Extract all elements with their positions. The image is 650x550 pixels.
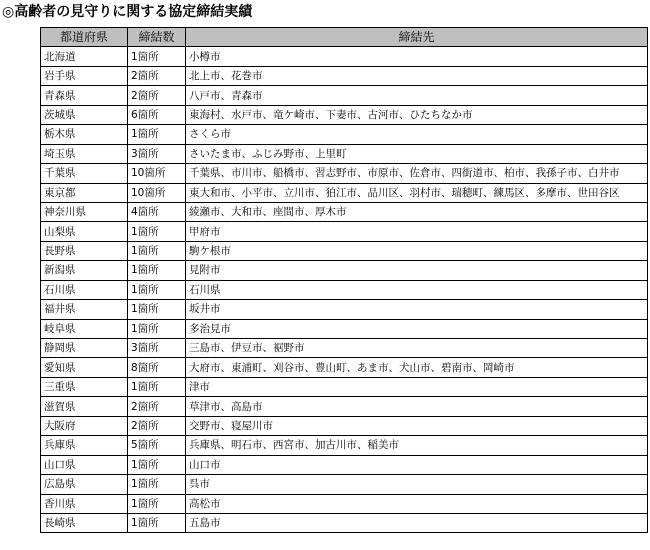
table-row xyxy=(41,475,648,494)
cell-partners: 綾瀬市、大和市、座間市、厚木市 xyxy=(186,202,648,221)
cell-prefecture: 東京都 xyxy=(41,183,128,202)
table-row xyxy=(41,300,648,319)
cell-partners: 兵庫県、明石市、西宮市、加古川市、稲美市 xyxy=(186,436,648,455)
cell-count: 2箇所 xyxy=(128,397,186,416)
cell-partners: 見附市 xyxy=(186,261,648,280)
cell-count: 2箇所 xyxy=(128,86,186,105)
cell-prefecture: 山梨県 xyxy=(41,222,128,241)
cell-count: 1箇所 xyxy=(128,300,186,319)
cell-partners: 五島市 xyxy=(186,513,648,532)
cell-count: 1箇所 xyxy=(128,280,186,299)
cell-partners: 津市 xyxy=(186,377,648,396)
cell-prefecture: 石川県 xyxy=(41,280,128,299)
cell-prefecture: 三重県 xyxy=(41,377,128,396)
cell-prefecture: 北海道 xyxy=(41,47,128,66)
cell-prefecture: 長野県 xyxy=(41,241,128,260)
table-row xyxy=(41,455,648,474)
cell-count: 6箇所 xyxy=(128,105,186,124)
cell-count: 1箇所 xyxy=(128,241,186,260)
cell-prefecture: 千葉県 xyxy=(41,164,128,183)
cell-prefecture: 茨城県 xyxy=(41,105,128,124)
table-row xyxy=(41,280,648,299)
cell-prefecture: 岐阜県 xyxy=(41,319,128,338)
cell-prefecture: 山口県 xyxy=(41,455,128,474)
cell-prefecture: 愛知県 xyxy=(41,358,128,377)
cell-prefecture: 神奈川県 xyxy=(41,202,128,221)
table-row xyxy=(41,397,648,416)
table-row xyxy=(41,47,648,66)
table-row xyxy=(41,144,648,163)
cell-partners: 甲府市 xyxy=(186,222,648,241)
cell-count: 4箇所 xyxy=(128,202,186,221)
table-row xyxy=(41,241,648,260)
table-row xyxy=(41,319,648,338)
cell-partners: 八戸市、青森市 xyxy=(186,86,648,105)
cell-count: 2箇所 xyxy=(128,416,186,435)
table-row xyxy=(41,222,648,241)
cell-partners: 交野市、寝屋川市 xyxy=(186,416,648,435)
header-prefecture: 都道府県 xyxy=(41,28,128,47)
cell-count: 1箇所 xyxy=(128,125,186,144)
cell-partners: さくら市 xyxy=(186,125,648,144)
cell-partners: 草津市、高島市 xyxy=(186,397,648,416)
cell-count: 3箇所 xyxy=(128,339,186,358)
table-row xyxy=(41,494,648,513)
cell-prefecture: 兵庫県 xyxy=(41,436,128,455)
cell-prefecture: 長崎県 xyxy=(41,513,128,532)
cell-count: 1箇所 xyxy=(128,513,186,532)
cell-partners: 千葉県、市川市、船橋市、習志野市、市原市、佐倉市、四街道市、柏市、我孫子市、白井市 xyxy=(186,164,648,183)
cell-prefecture: 大阪府 xyxy=(41,416,128,435)
table-row xyxy=(41,416,648,435)
cell-partners: 東大和市、小平市、立川市、狛江市、品川区、羽村市、瑞穂町、練馬区、多摩市、世田谷区 xyxy=(186,183,648,202)
cell-partners: 小樽市 xyxy=(186,47,648,66)
header-count: 締結数 xyxy=(128,28,186,47)
cell-count: 1箇所 xyxy=(128,377,186,396)
cell-partners: 北上市、花巻市 xyxy=(186,66,648,85)
cell-count: 1箇所 xyxy=(128,222,186,241)
table-row xyxy=(41,436,648,455)
cell-prefecture: 香川県 xyxy=(41,494,128,513)
cell-partners: 山口市 xyxy=(186,455,648,474)
table-row xyxy=(41,513,648,532)
table-row xyxy=(41,261,648,280)
cell-count: 1箇所 xyxy=(128,494,186,513)
table-row xyxy=(41,164,648,183)
cell-partners: 大府市、東浦町、刈谷市、豊山町、あま市、犬山市、碧南市、岡崎市 xyxy=(186,358,648,377)
table-row xyxy=(41,339,648,358)
table-row xyxy=(41,66,648,85)
cell-partners: 石川県 xyxy=(186,280,648,299)
cell-partners: 呉市 xyxy=(186,475,648,494)
cell-prefecture: 新潟県 xyxy=(41,261,128,280)
agreements-table xyxy=(40,27,648,533)
cell-count: 8箇所 xyxy=(128,358,186,377)
cell-count: 3箇所 xyxy=(128,144,186,163)
cell-prefecture: 岩手県 xyxy=(41,66,128,85)
cell-prefecture: 栃木県 xyxy=(41,125,128,144)
cell-partners: 高松市 xyxy=(186,494,648,513)
cell-count: 10箇所 xyxy=(128,183,186,202)
cell-count: 1箇所 xyxy=(128,319,186,338)
cell-count: 1箇所 xyxy=(128,455,186,474)
cell-count: 1箇所 xyxy=(128,47,186,66)
table-row xyxy=(41,377,648,396)
cell-prefecture: 滋賀県 xyxy=(41,397,128,416)
cell-partners: 東海村、水戸市、竜ケ崎市、下妻市、古河市、ひたちなか市 xyxy=(186,105,648,124)
cell-count: 1箇所 xyxy=(128,261,186,280)
cell-count: 2箇所 xyxy=(128,66,186,85)
cell-count: 5箇所 xyxy=(128,436,186,455)
cell-prefecture: 埼玉県 xyxy=(41,144,128,163)
cell-partners: さいたま市、ふじみ野市、上里町 xyxy=(186,144,648,163)
cell-partners: 三島市、伊豆市、裾野市 xyxy=(186,339,648,358)
table-row xyxy=(41,358,648,377)
table-row xyxy=(41,125,648,144)
cell-partners: 駒ケ根市 xyxy=(186,241,648,260)
cell-partners: 坂井市 xyxy=(186,300,648,319)
cell-partners: 多治見市 xyxy=(186,319,648,338)
cell-prefecture: 静岡県 xyxy=(41,339,128,358)
cell-prefecture: 広島県 xyxy=(41,475,128,494)
cell-prefecture: 福井県 xyxy=(41,300,128,319)
header-partners: 締結先 xyxy=(186,28,648,47)
cell-count: 1箇所 xyxy=(128,475,186,494)
cell-count: 10箇所 xyxy=(128,164,186,183)
page-title: ◎高齢者の見守りに関する協定締結実績 xyxy=(2,4,253,20)
table-row xyxy=(41,183,648,202)
table-row xyxy=(41,86,648,105)
cell-prefecture: 青森県 xyxy=(41,86,128,105)
table-row xyxy=(41,105,648,124)
table-body xyxy=(41,47,648,533)
header-row xyxy=(41,28,648,47)
table-row xyxy=(41,202,648,221)
